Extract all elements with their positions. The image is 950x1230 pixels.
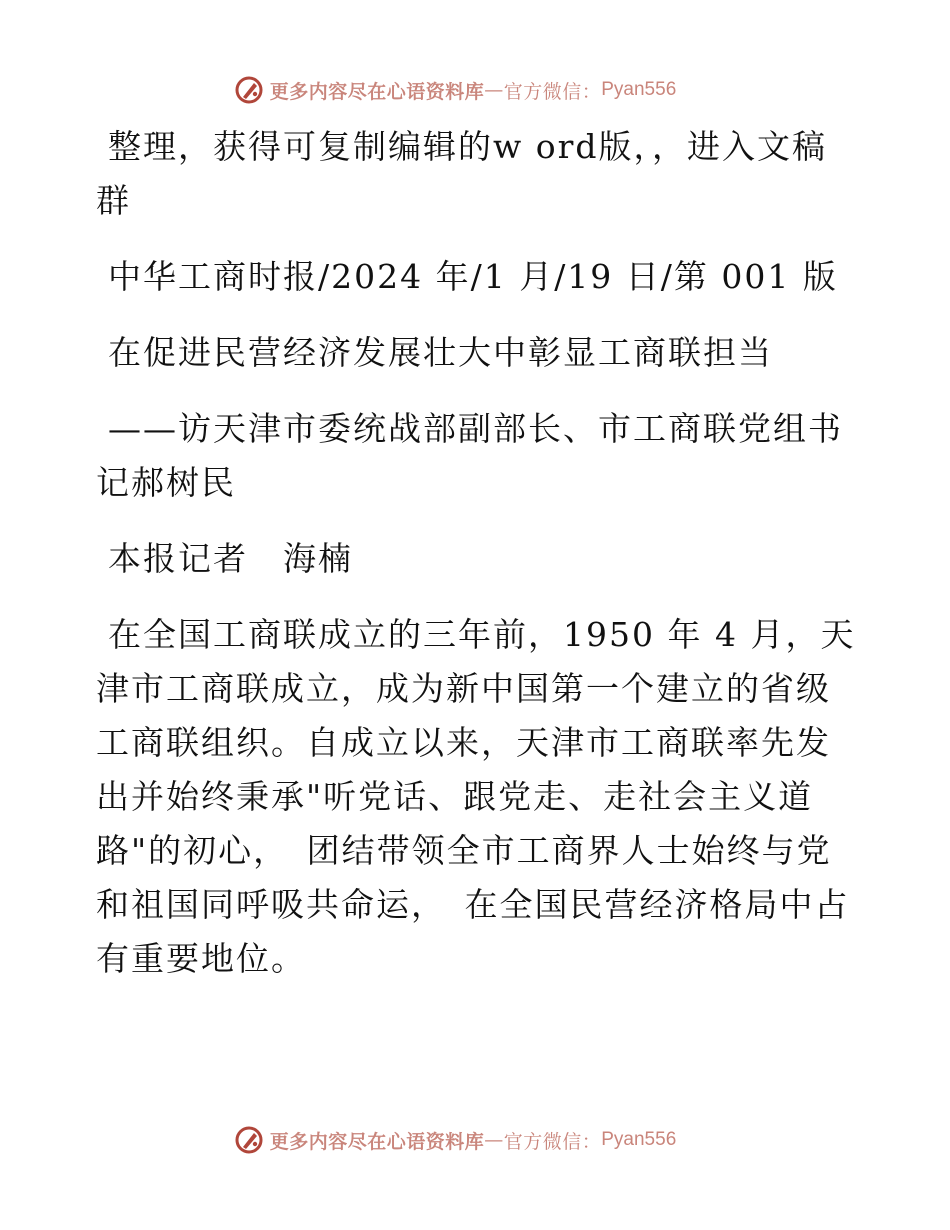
footer-watermark <box>0 1120 950 1160</box>
watermark-sub-text: 官方微信： <box>503 1130 602 1153</box>
watermark-dash: — <box>484 79 504 101</box>
intro-line: 整理，获得可复制编辑的w ord版，，进入文稿群 <box>96 127 828 220</box>
pen-logo-icon <box>234 1125 264 1155</box>
header-watermark <box>0 70 950 110</box>
watermark-wechat-id: Pyan556 <box>601 1129 677 1150</box>
byline: 本报记者 海楠 <box>108 539 353 578</box>
watermark-dash: — <box>484 1129 504 1151</box>
watermark-main-text: 更多内容尽在心语资料库 <box>269 80 485 103</box>
watermark-wechat-id: Pyan556 <box>601 79 677 100</box>
article-subtitle: ——访天津市委统战部副部长、市工商联党组书记郝树民 <box>96 409 843 502</box>
document-body <box>96 120 856 1008</box>
body-paragraph: 在全国工商联成立的三年前，1950 年 4 月，天津市工商联成立，成为新中国第一个建立的省级工商联组织。自成立以来，天津市工商联率先发出并始终秉承"听党话、跟党走、走社会主义道路"的初心， 团结带领全市工商界人士始终与党和祖国同呼吸共命运， 在全国民营经济格局中占有重要地位。 <box>96 615 856 978</box>
source-line: 中华工商时报/2024 年/1 月/19 日/第 001 版 <box>108 257 838 296</box>
watermark-main-text: 更多内容尽在心语资料库 <box>269 1130 485 1153</box>
article-title: 在促进民营经济发展壮大中彰显工商联担当 <box>108 333 773 372</box>
watermark-sub-text: 官方微信： <box>503 80 602 103</box>
pen-logo-icon <box>234 75 264 105</box>
